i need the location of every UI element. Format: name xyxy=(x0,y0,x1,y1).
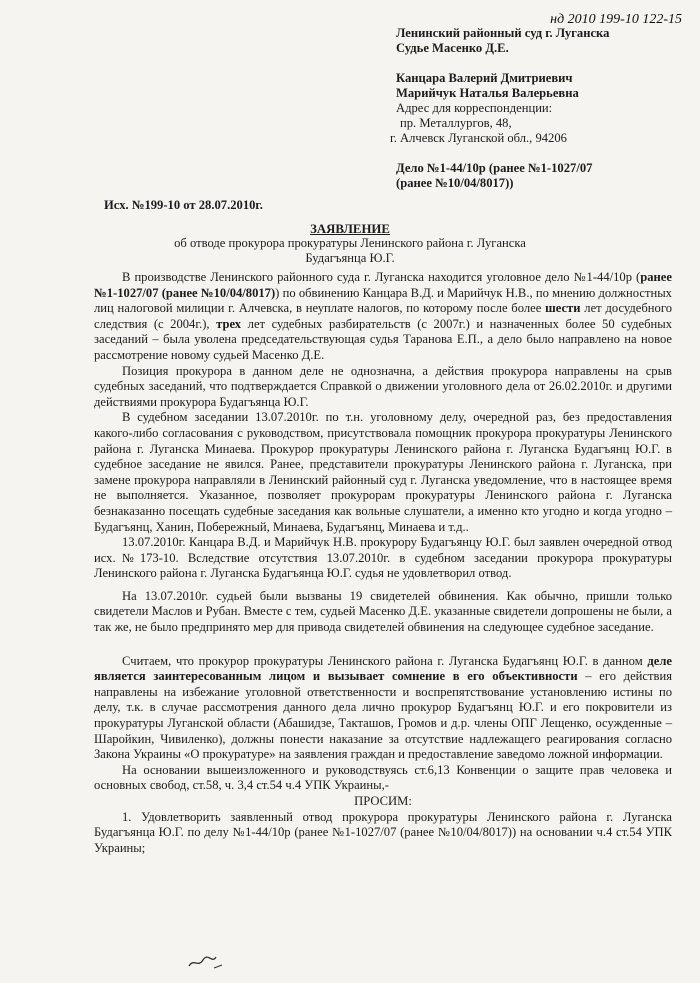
paragraph-8: 1. Удовлетворить заявленный отвод прокурора прокуратуры Ленинского района г. Луганска Будагъянца Ю.Г. по делу №1-44/10р (ранее №1-1027/07 (ранее №10/04/8017)) на основании ч.4 ст.54 УПК Украины; xyxy=(94,809,672,855)
p1-text-c: ) по обвинению Канцара В.Д. и Марийчук Н.В., по мнению должностных лиц налоговой милиции г. Алчевска, в неуплате налогов, по которому после более xyxy=(94,285,672,316)
address-label: Адрес для корреспонденции: xyxy=(396,101,553,115)
document-title: ЗАЯВЛЕНИЕ xyxy=(310,222,390,236)
court-name: Ленинский районный суд г. Луганска xyxy=(396,26,610,40)
paragraph-6 xyxy=(94,654,672,763)
case-number-line2: (ранее №10/04/8017)) xyxy=(396,176,514,190)
p1-text-a: В производстве Ленинского районного суда г. Луганска находится уголовное дело №1-44/10р ( xyxy=(122,270,641,284)
handwritten-mark xyxy=(186,948,226,972)
paragraph-4: 13.07.2010г. Канцара В.Д. и Марийчук Н.В. прокурору Будагъянцу Ю.Г. был заявлен очередной отвод исх.№173-10. Вследствие отсутствия 13.07.2010г. в судебном заседании прокурора прокуратуры Ленинского района г. Луганска Будагъянца Ю.Г. судья не удовлетворил отвод. xyxy=(94,535,672,581)
paragraph-1 xyxy=(94,270,672,364)
case-number-line1: Дело №1-44/10р (ранее №1-1027/07 xyxy=(396,161,593,175)
applicant-2: Марийчук Наталья Валерьевна xyxy=(396,86,579,100)
document-body xyxy=(94,270,672,856)
p6-text-c: – его действия направлены на избежание уголовной ответственности и воспрепятствование установлению истины по делу, т.к. в случае рассмотрения данного дела лично прокурор Будагъянц Ю.Г. и его покровители из прокуратуры Луганской области (Абашидзе, Такташов, Громов и д.р. члены ОПГ Лещенко, осужденные – Шаройкин, Чивиленко), должны понести наказание за отсутствие надлежащего реагирования согласно Закона Украины «О прокуратуре» на заявления граждан и предоставление заведомо ложной информации. xyxy=(94,669,672,762)
judge-name: Судье Масенко Д.Е. xyxy=(396,41,509,55)
subtitle-line-2: Будагъянца Ю.Г. xyxy=(305,251,395,265)
paragraph-7: На основании вышеизложенного и руководствуясь ст.6,13 Конвенции о защите прав человека и основных свобод, ст.58, ч. 3,4 ст.54 ч.4 УПК Украины,- xyxy=(94,762,672,793)
document-subtitle xyxy=(140,236,560,266)
paragraph-2: Позиция прокурора в данном деле не однозначна, а действия прокурора направлены на срыв судебных заседаний, что подтверждается Справкой о движении уголовного дела от 26.02.2010г. и другими действиями прокурора Будагъянца Ю.Г. xyxy=(94,363,672,409)
p1-case-ref: ранее №1-1027/07 (ранее №10/04/8017) xyxy=(94,270,672,300)
registration-stamp: нд 2010 199-10 122-15 xyxy=(550,12,682,27)
address-street: пр. Металлургов, 48, xyxy=(400,116,512,130)
p1-six: шести xyxy=(545,301,581,316)
outgoing-reference: Исх. №199-10 от 28.07.2010г. xyxy=(104,198,263,212)
applicant-1: Канцара Валерий Дмитриевич xyxy=(396,71,573,85)
paragraph-5: На 13.07.2010г. судьей были вызваны 19 свидетелей обвинения. Как обычно, пришли только свидетели Маслов и Рубан. Вместе с тем, судьей Масенко Д.Е. указанные свидетели допрошены не были, а так же, не было предпринято мер для привода свидетелей обвинения на следующее судебное заседание. xyxy=(94,588,672,635)
address-city: г. Алчевск Луганской обл., 94206 xyxy=(390,131,567,145)
request-heading: ПРОСИМ: xyxy=(354,794,412,808)
p6-bold-claim: деле является заинтересованным лицом и вызывает сомнение в его объективности xyxy=(94,653,672,684)
p1-text-g: лет судебных разбирательств (с 2007г.) и назначенных более 50 судебных заседаний – была уволена председательствующая судья Таранова Е.П., а дело было направлено на новое рассмотрение новому судьей Масенко Д.Е. xyxy=(94,316,672,362)
p1-text-e: лет досудебного следствия (с 2004г.), xyxy=(94,301,672,331)
p1-three: трех xyxy=(216,316,242,331)
paragraph-3: В судебном заседании 13.07.2010г. по т.н. уголовному делу, очередной раз, без предоставления какого-либо согласования с руководством, присутствовала помощник прокурора прокуратуры Ленинского района г. Луганска Минаева. Прокурор прокуратуры Ленинского района г. Луганска Будагъянц Ю.Г. в судебное заседание не явился. Ранее, представители прокуратуры Ленинского района г. Луганска, при замене прокурора направляли в Ленинский районный суд г. Луганска уведомление, что в настоящее время не выполняется. Указанное, позволяет прокурорам прокуратуры Ленинского района г. Луганска безнаказанно посещать судебные заседания как вольные слушатели, а именно кто угодно и когда угодно – Будагъянц, Ханин, Побережный, Минаева, Будагъянц, Минаева и т.д.. xyxy=(94,410,672,534)
addressee-block xyxy=(390,26,686,191)
p6-text-a: Считаем, что прокурор прокуратуры Ленинского района г. Луганска Будагъянц Ю.Г. в данном xyxy=(122,653,648,668)
subtitle-line-1: об отводе прокурора прокуратуры Ленинского района г. Луганска xyxy=(174,236,526,250)
